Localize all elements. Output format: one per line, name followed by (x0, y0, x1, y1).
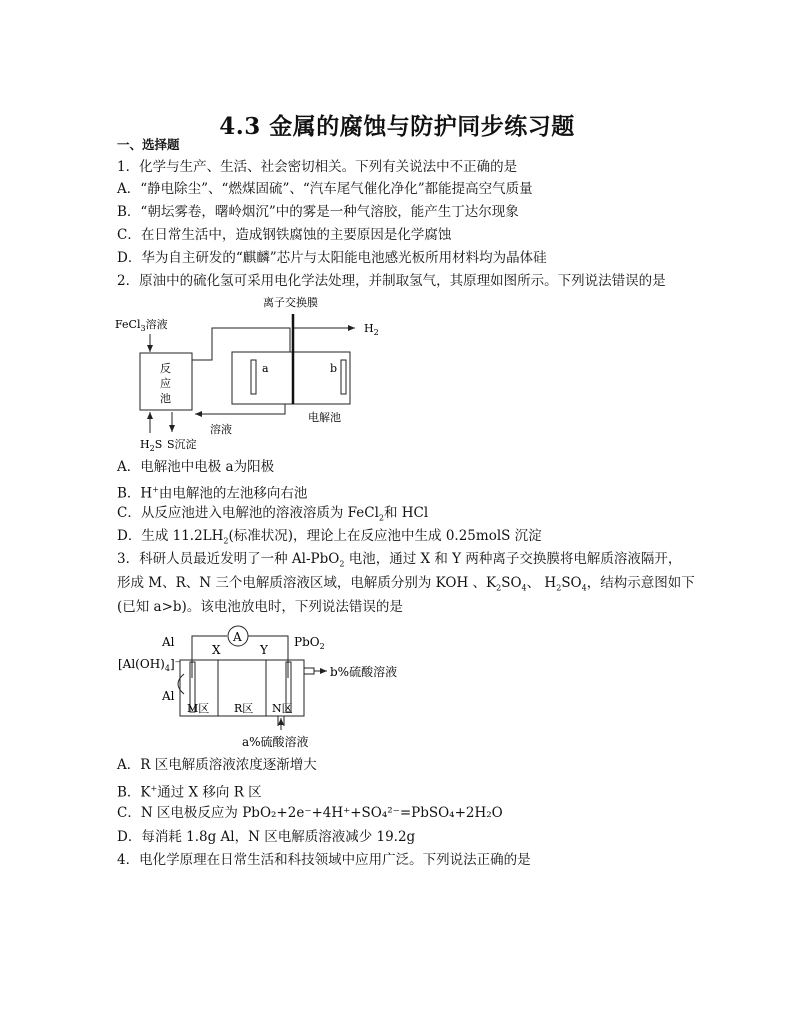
pbo2-label: PbO$_2$ (294, 635, 325, 651)
membrane-x-label: X (212, 643, 221, 657)
r-zone-label: R区 (234, 702, 254, 715)
solution-label: 溶液 (210, 423, 232, 436)
q1-option-a: A．“静电除尘”、“燃煤固硫”、“汽车尾气催化净化”都能提高空气质量 (117, 181, 533, 197)
electrode-a-label: a (262, 362, 269, 375)
membrane-label: 离子交换膜 (263, 296, 318, 309)
n-zone-label: N区 (272, 702, 293, 715)
q3-option-d: D．每消耗 1.8g Al，N 区电解质溶液减少 19.2g (117, 829, 416, 845)
q1-stem: 1．化学与生产、生活、社会密切相关。下列有关说法中不正确的是 (117, 159, 518, 175)
q1-option-d: D．华为自主研发的“麒麟”芯片与太阳能电池感光板所用材料均为晶体硅 (117, 250, 547, 266)
q2-option-b: B．H+由电解池的左池移向右池 (117, 485, 308, 502)
q2-option-c: C．从反应池进入电解池的溶液溶质为 FeCl$_2$和 HCl (117, 505, 429, 523)
q3-stem-line3: (已知 a>b)。该电池放电时，下列说法错误的是 (117, 599, 403, 615)
q2-option-d: D．生成 $11.2LH_2$(标准状况)，理论上在反应池中生成 0.25molS 沉淀 (117, 528, 542, 546)
reactor-label-2: 应 (160, 377, 171, 390)
wire-right (248, 636, 288, 678)
q2-electrolysis-diagram (110, 290, 420, 455)
fecl3-label: FeCl$_3$溶液 (115, 318, 168, 333)
q3-stem-line1: 3．科研人员最近发明了一种 Al-PbO$_2$ 电池，通过 X 和 Y 两种离子交换膜将电解质溶液隔开， (117, 551, 682, 569)
q2-option-a: A．电解池中电极 a为阳极 (117, 459, 275, 475)
reactor-to-cell-pipe (192, 328, 290, 360)
reactor-label-1: 反 (160, 362, 171, 375)
inlet-label: a%硫酸溶液 (242, 735, 309, 749)
q2-stem: 2．原油中的硫化氢可采用电化学法处理，并制取氢气，其原理如图所示。下列说法错误的是 (117, 273, 666, 289)
outlet-label: b%硫酸溶液 (330, 665, 398, 679)
q3-stem-line2: 形成 M、R、N 三个电解质溶液区域，电解质分别为 KOH 、$K_2SO_4$、 $H_2SO_4$，结构示意图如下 (117, 575, 695, 593)
q3-option-a: A．R 区电解质溶液浓度逐渐增大 (117, 757, 317, 773)
q3-option-c: C．N 区电极反应为 PbO₂+2e⁻+4H⁺+SO₄²⁻=PbSO₄+2H₂O (117, 805, 503, 821)
q3-option-b: B．K+通过 X 移向 R 区 (117, 784, 262, 801)
q1-option-b: B．“朝坛雾卷，曙岭烟沉”中的雾是一种气溶胶，能产生丁达尔现象 (117, 204, 519, 220)
electrolysis-cell (232, 352, 350, 404)
h2-label: $H_2$ (364, 322, 379, 337)
wire-left (192, 636, 227, 678)
electrode-b (341, 360, 346, 394)
membrane-y-label: Y (260, 643, 268, 657)
h2s-label: $H_2S$ (140, 438, 163, 453)
m-zone-label: M区 (187, 702, 210, 715)
electrode-a (251, 360, 256, 394)
al-bottom-label: Al (162, 689, 175, 703)
aloh4-label: $[Al(OH)_4]^-$ (118, 657, 181, 673)
reactor-label-3: 池 (160, 392, 171, 405)
ammeter-label: A (233, 630, 242, 644)
page-title: 4.3 金属的腐蚀与防护同步练习题 (219, 113, 575, 140)
electrode-b-label: b (330, 362, 338, 375)
solution-arrow (195, 404, 285, 414)
q4-stem: 4．电化学原理在日常生活和科技领域中应用广泛。下列说法正确的是 (117, 852, 531, 868)
outlet-pipe (304, 668, 314, 674)
aloh4-curve (178, 674, 184, 694)
q1-option-c: C．在日常生活中，造成钢铁腐蚀的主要原因是化学腐蚀 (117, 227, 452, 243)
cell-label: 电解池 (308, 411, 341, 424)
s-precip-label: S沉淀 (167, 438, 197, 451)
q3-battery-diagram (114, 622, 414, 752)
section-heading: 一、选择题 (117, 137, 180, 152)
al-top-label: Al (162, 635, 175, 649)
